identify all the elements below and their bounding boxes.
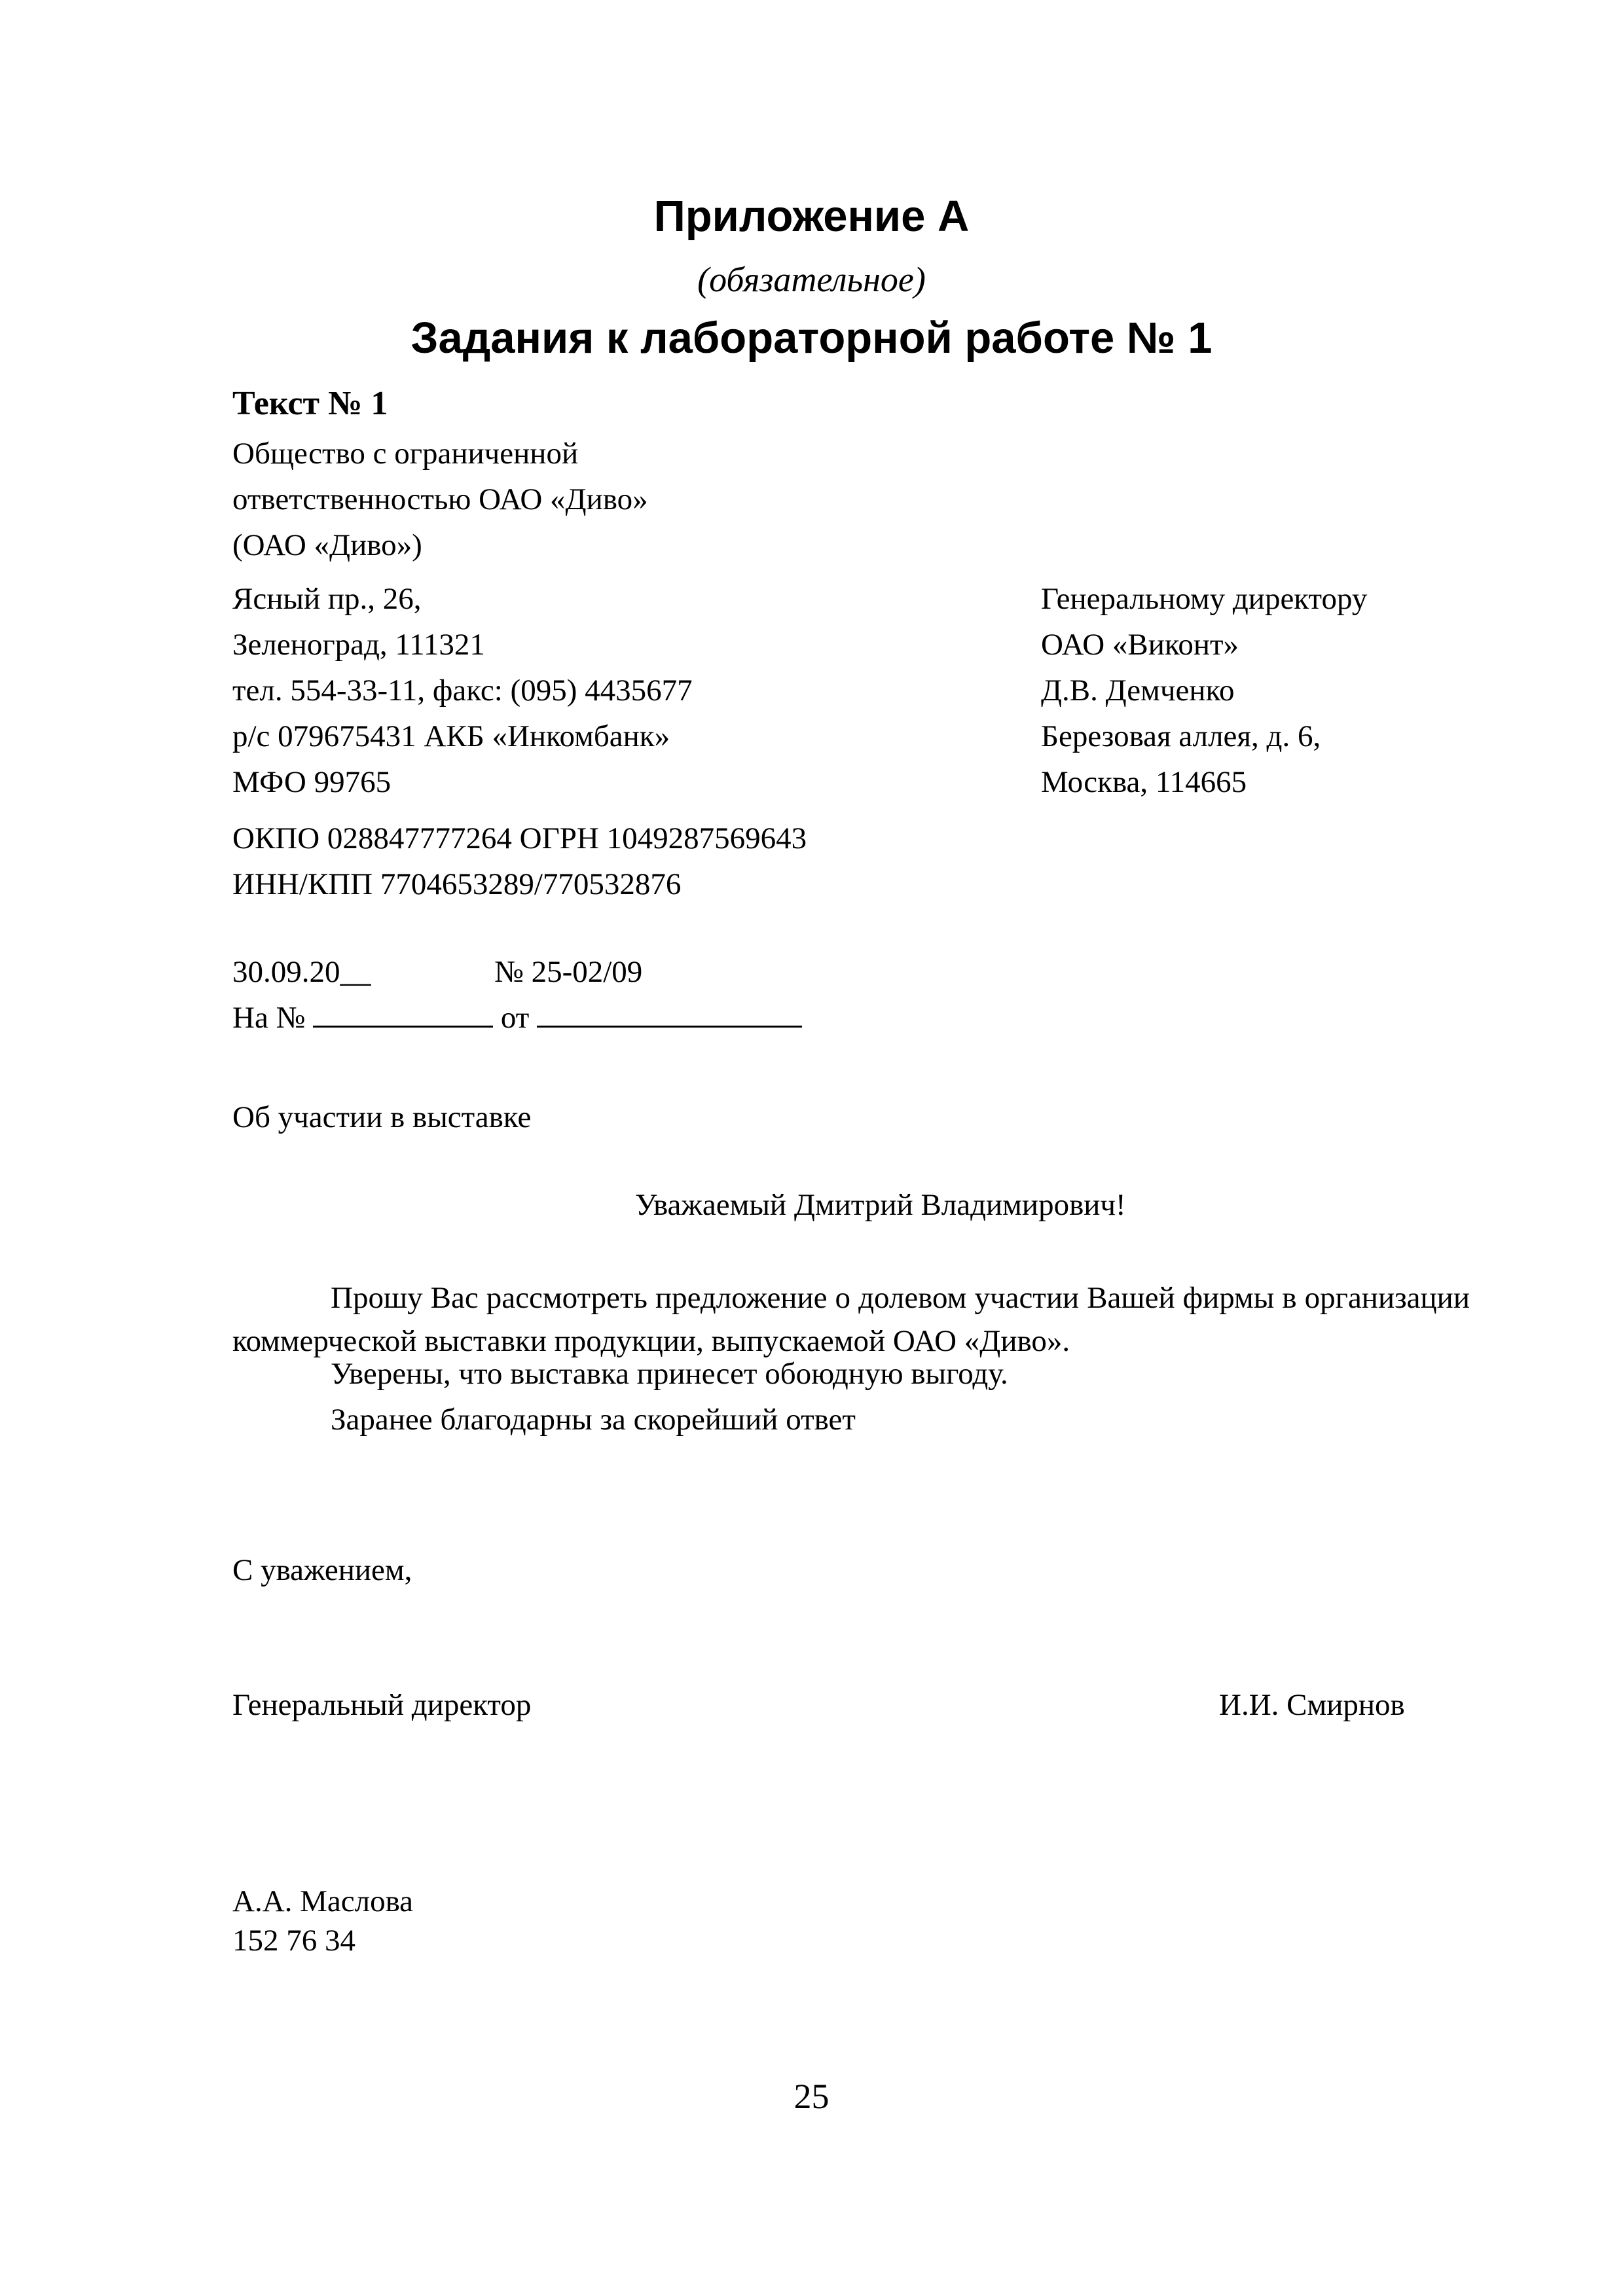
document-date: 30.09.20__ (232, 955, 371, 989)
recipient-line: Генеральному директору (1041, 582, 1368, 616)
appendix-title: Приложение А (653, 192, 970, 241)
sender-org-line: Общество с ограниченной (232, 437, 579, 471)
sender-org-line: ответственностью ОАО «Диво» (232, 482, 648, 516)
text-label: Текст № 1 (232, 385, 388, 422)
letter-greeting: Уважаемый Дмитрий Владимирович! (635, 1188, 1126, 1222)
sender-address-line: МФО 99765 (232, 765, 392, 799)
task-title: Задания к лабораторной работе № 1 (410, 314, 1213, 363)
body-paragraph: Заранее благодарны за скорейший ответ (331, 1403, 856, 1437)
document-number: № 25-02/09 (494, 955, 643, 989)
reference-date-blank (537, 997, 802, 1028)
letter-subject: Об участии в выставке (232, 1100, 532, 1134)
page-number: 25 (793, 2077, 830, 2116)
reference-prefix: На № (232, 1001, 306, 1035)
executor-phone: 152 76 34 (232, 1924, 356, 1958)
body-paragraph: Прошу Вас рассмотреть предложение о долевом участии Вашей фирмы в организации коммерческой выставки продукции, выпускаемой ОАО «Диво». (232, 1281, 1470, 1358)
recipient-line: Д.В. Демченко (1041, 673, 1235, 708)
body-paragraph: Уверены, что выставка принесет обоюдную выгоду. (331, 1357, 1008, 1391)
reference-number-blank (313, 997, 493, 1028)
sender-address-line: Зеленоград, 111321 (232, 628, 485, 662)
reference-line (232, 995, 802, 1041)
recipient-line: ОАО «Виконт» (1041, 628, 1239, 662)
signatory-name: И.И. Смирнов (1219, 1688, 1405, 1722)
sender-codes-line: ОКПО 028847777264 ОГРН 1049287569643 (232, 821, 807, 855)
sender-address-line: р/с 079675431 АКБ «Инкомбанк» (232, 719, 670, 753)
sender-address-line: тел. 554-33-11, факс: (095) 4435677 (232, 673, 693, 708)
letter-closing: С уважением, (232, 1553, 412, 1587)
sender-codes-line: ИНН/КПП 7704653289/770532876 (232, 867, 682, 901)
sender-address-line: Ясный пр., 26, (232, 582, 422, 616)
recipient-line: Березовая аллея, д. 6, (1041, 719, 1321, 753)
sender-org-line: (ОАО «Диво») (232, 528, 422, 562)
recipient-line: Москва, 114665 (1041, 765, 1247, 799)
executor-name: А.А. Маслова (232, 1884, 414, 1918)
reference-from-label: от (500, 1001, 530, 1035)
appendix-note: (обязательное) (697, 260, 926, 299)
signatory-position: Генеральный директор (232, 1688, 532, 1722)
